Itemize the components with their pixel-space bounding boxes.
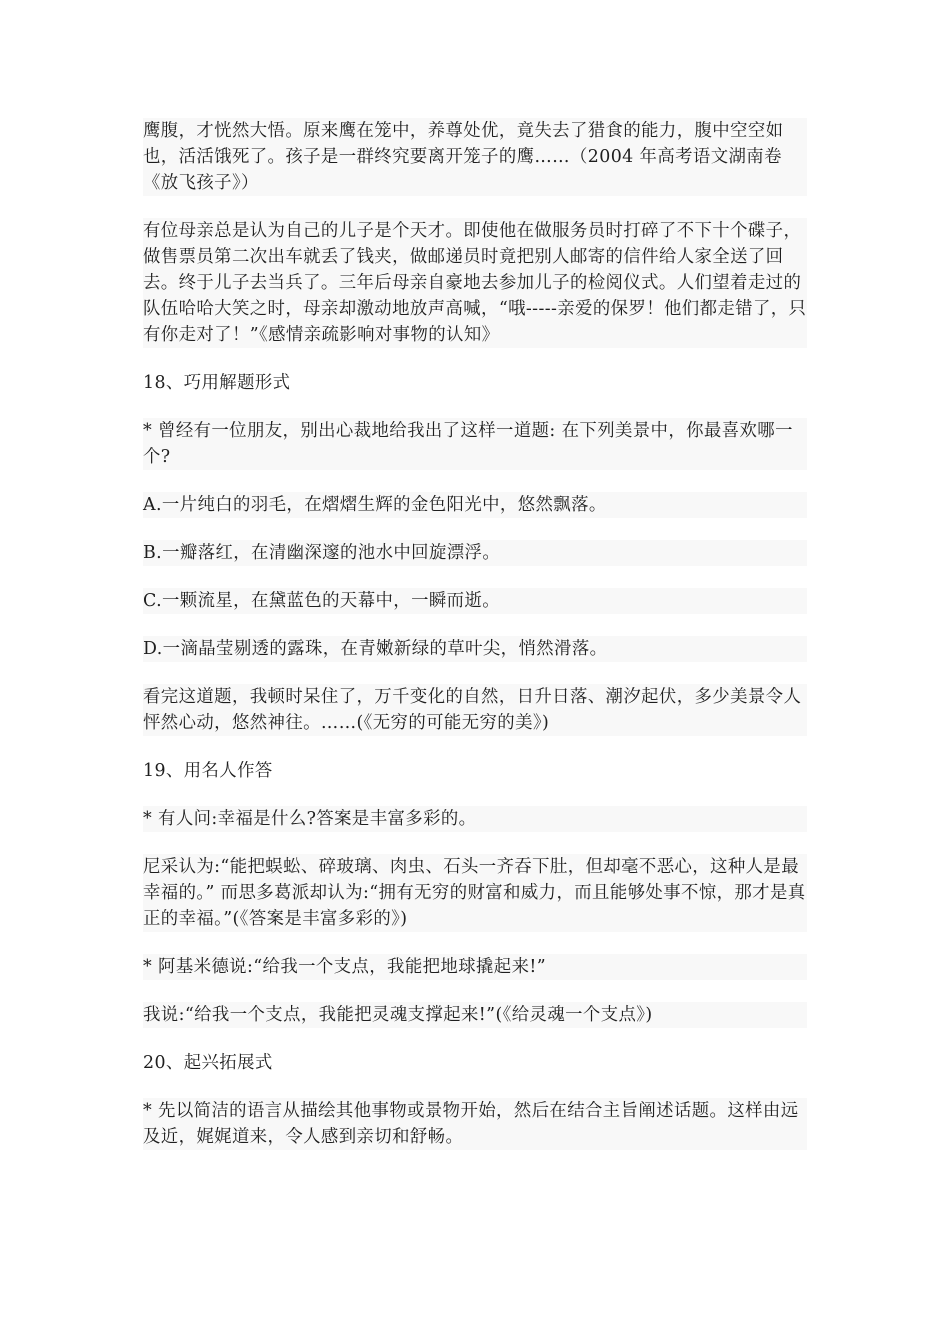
option-b: B.一瓣落红，在清幽深邃的池水中回旋漂浮。 (143, 540, 807, 566)
section-heading-18: 18、巧用解题形式 (143, 370, 807, 396)
paragraph-story-ending: 鹰腹，才恍然大悟。原来鹰在笼中，养尊处优，竟失去了猎食的能力，腹中空空如也，活活饿死了。孩子是一群终究要离开笼子的鹰……（2004 年高考语文湖南卷《放飞孩子》） (143, 118, 807, 196)
paragraph-my-quote: 我说:“给我一个支点，我能把灵魂支撑起来!”(《给灵魂一个支点》) (143, 1002, 807, 1028)
section-heading-19: 19、用名人作答 (143, 758, 807, 784)
section-heading-20: 20、起兴拓展式 (143, 1050, 807, 1076)
document-page (143, 118, 807, 1150)
option-a: A.一片纯白的羽毛，在熠熠生辉的金色阳光中，悠然飘落。 (143, 492, 807, 518)
paragraph-reaction: 看完这道题，我顿时呆住了，万千变化的自然，日升日落、潮汐起伏，多少美景令人怦然心动，悠然神往。……(《无穷的可能无穷的美》) (143, 684, 807, 736)
paragraph-happiness-question: * 有人问:幸福是什么?答案是丰富多彩的。 (143, 806, 807, 832)
paragraph-archimedes-quote: * 阿基米德说:“给我一个支点，我能把地球撬起来!” (143, 954, 807, 980)
paragraph-mother-anecdote: 有位母亲总是认为自己的儿子是个天才。即使他在做服务员时打碎了不下十个碟子，做售票员第二次出车就丢了钱夹，做邮递员时竟把别人邮寄的信件给人家全送了回去。终于儿子去当兵了。三年后母亲自豪地去参加儿子的检阅仪式。人们望着走过的队伍哈哈大笑之时，母亲却激动地放声高喊，“哦-----亲爱的保罗！他们都走错了，只有你走对了！”《感情亲疏影响对事物的认知》 (143, 218, 807, 348)
option-c: C.一颗流星，在黛蓝色的天幕中，一瞬而逝。 (143, 588, 807, 614)
option-d: D.一滴晶莹剔透的露珠，在青嫩新绿的草叶尖，悄然滑落。 (143, 636, 807, 662)
paragraph-method-description: * 先以简洁的语言从描绘其他事物或景物开始，然后在结合主旨阐述话题。这样由远及近，娓娓道来，令人感到亲切和舒畅。 (143, 1098, 807, 1150)
paragraph-question-intro: * 曾经有一位朋友，别出心裁地给我出了这样一道题: 在下列美景中，你最喜欢哪一个? (143, 418, 807, 470)
paragraph-nietzsche-quote: 尼采认为:“能把蜈蚣、碎玻璃、肉虫、石头一齐吞下肚，但却毫不恶心，这种人是最幸福的。” 而思多葛派却认为:“拥有无穷的财富和威力，而且能够处事不惊，那才是真正的幸福。”(《答案是丰富多彩的》) (143, 854, 807, 932)
